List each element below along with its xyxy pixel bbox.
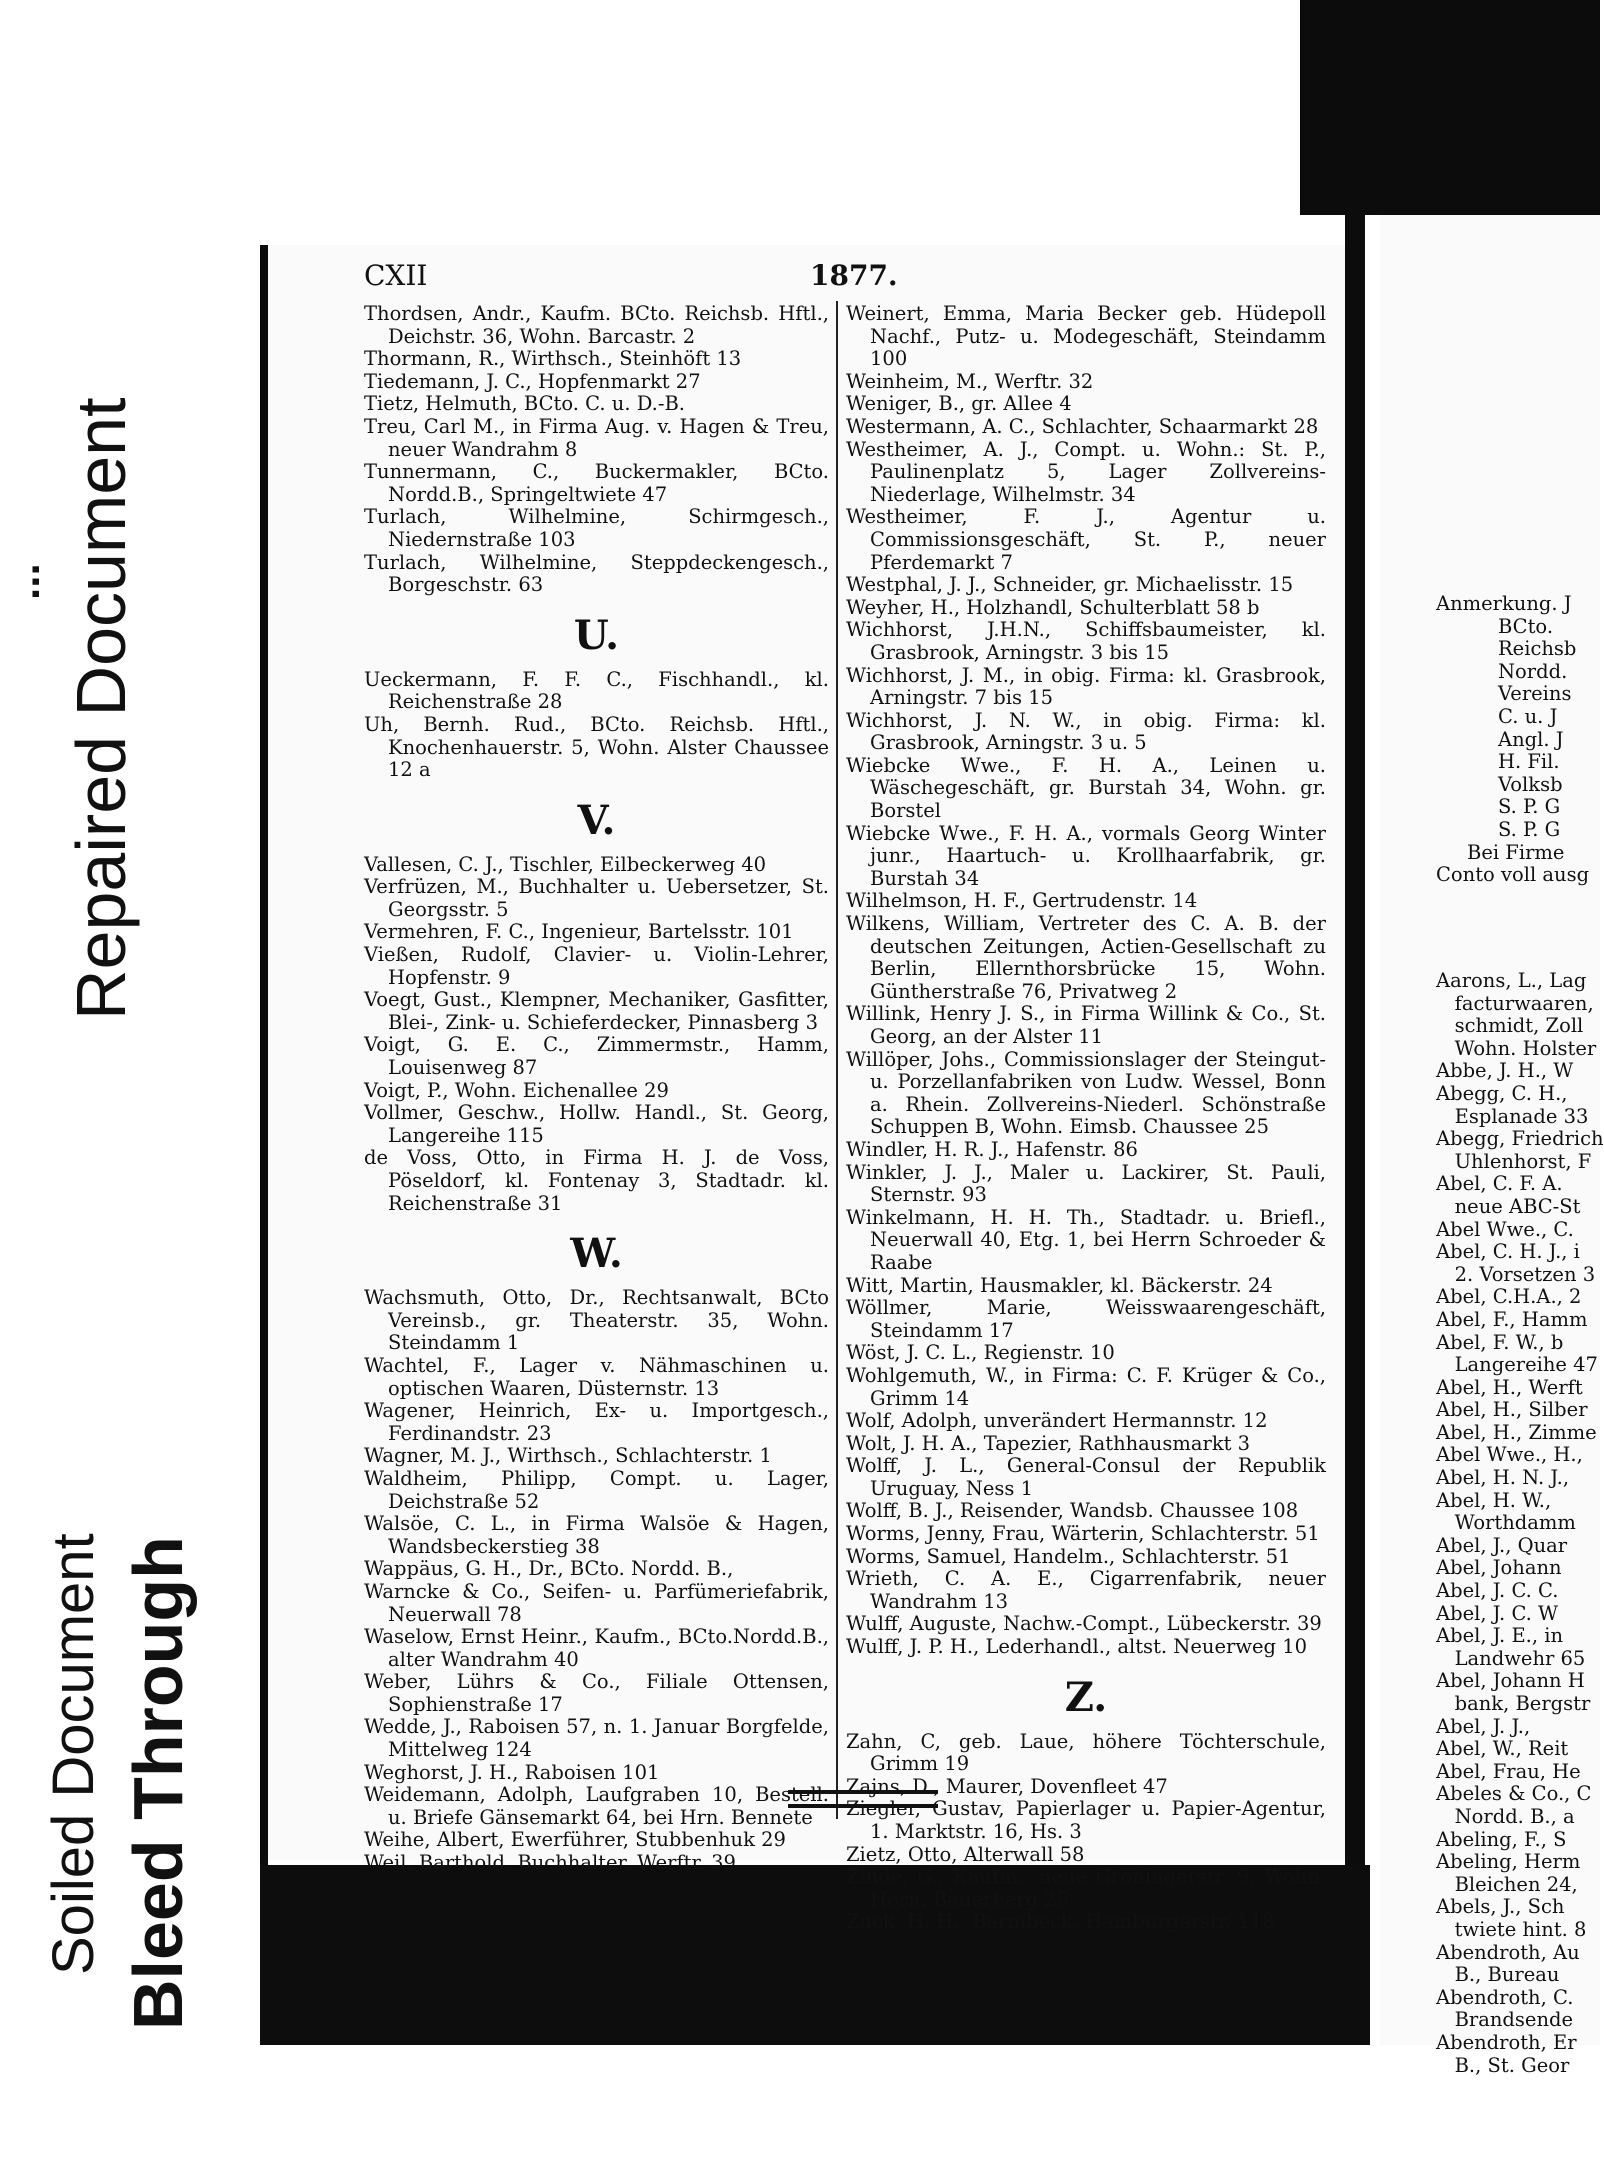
facing-page-line: Bei Firme [1436, 840, 1565, 864]
facing-page-line: Esplanade 33 [1436, 1104, 1589, 1128]
facing-page-line: Aarons, L., Lag [1436, 969, 1587, 992]
facing-page-line: H. Fil. [1436, 750, 1560, 774]
truncated-label: ... [0, 563, 49, 600]
facing-page-line: Abeling, Herm [1436, 1850, 1581, 1874]
directory-entry: Weyher, H., Holzhandl, Schulterblatt 58 b [846, 595, 1260, 619]
directory-entry: Winkler, J. J., Maler u. Lackirer, St. Pauli, Sternstr. 93 [846, 1160, 1326, 1207]
running-header [364, 259, 1325, 299]
directory-entry: Ueckermann, F. F. C., Fischhandl., kl. Reichenstraße 28 [364, 667, 829, 714]
directory-entry: Walsöe, C. L., in Firma Walsöe & Hagen, Wandsbeckerstieg 38 [364, 1512, 829, 1558]
facing-page-line: Abel, H., Silber [1436, 1398, 1588, 1422]
facing-page-line: Abegg, C. H., [1436, 1081, 1568, 1105]
directory-entry: Willink, Henry J. S., in Firma Willink & Co., St. Georg, an der Alster 11 [846, 1002, 1326, 1048]
page-folio: CXII [364, 259, 428, 292]
facing-page-line: Abendroth, Au [1436, 1940, 1580, 1964]
directory-entry: Weber, Lührs & Co., Filiale Ottensen, Sophienstraße 17 [364, 1670, 829, 1716]
facing-page-line: Reichsb [1436, 637, 1577, 661]
facing-page-line: Abel, J., Quar [1436, 1533, 1568, 1557]
directory-entry: Voigt, P., Wohn. Eichenallee 29 [364, 1078, 669, 1102]
facing-page-line: Angl. J [1436, 727, 1564, 751]
directory-entry: Voigt, G. E. C., Zimmermstr., Hamm, Louisenweg 87 [364, 1033, 829, 1080]
directory-entry: Wilhelmson, H. F., Gertrudenstr. 14 [846, 889, 1198, 913]
directory-entry: Thormann, R., Wirthsch., Steinhöft 13 [364, 347, 742, 371]
directory-entry: Wrieth, C. A. E., Cigarrenfabrik, neuer Wandrahm 13 [846, 1567, 1326, 1613]
directory-entry: Zuck, H. H., Barmbeck, Hamburgerstr. 118 [846, 1910, 1275, 1934]
directory-entry: Weil, Barthold, Buchhalter, Werftr. 39 [364, 1851, 736, 1875]
facing-page-line: Bleichen 24, [1436, 1872, 1578, 1896]
directory-entry: Waldheim, Philipp, Compt. u. Lager, Deichstraße 52 [364, 1466, 829, 1513]
directory-entry: Zajns, D., Maurer, Dovenfleet 47 [846, 1774, 1168, 1798]
facing-page-line: C. u. J [1436, 704, 1558, 728]
page-year: 1877. [810, 259, 898, 292]
directory-entry: Wöst, J. C. L., Regienstr. 10 [846, 1341, 1115, 1365]
bleed-through-label: Bleed Through [119, 1536, 197, 2030]
facing-page-line: Abels, J., Sch [1436, 1895, 1565, 1919]
facing-page-line: BCto. [1436, 614, 1554, 638]
facing-page-line: Abegg, Friedrich [1436, 1127, 1604, 1151]
facing-page-line: Abel Wwe., C. [1436, 1217, 1574, 1241]
facing-page-entries [1436, 970, 1604, 2077]
facing-page-line: Abbe, J. H., W [1436, 1059, 1574, 1083]
facing-page-line: Abel, C. F. A. [1436, 1172, 1563, 1196]
section-letter: V. [577, 796, 616, 844]
directory-entry: Tiedemann, J. C., Hopfenmarkt 27 [364, 369, 701, 393]
directory-entry: Westheimer, F. J., Agentur u. Commissionsgeschäft, St. P., neuer Pferdemarkt 7 [846, 505, 1326, 574]
directory-entry: Verfrüzen, M., Buchhalter u. Uebersetzer, St. Georgsstr. 5 [364, 875, 829, 921]
facing-page-line: Abel, J. J., [1436, 1714, 1531, 1738]
directory-entry: Wilkens, William, Vertreter des C. A. B. der deutschen Zeitungen, Actien-Gesellschaft zu Berlin, Ellernthorsbrücke 15, Wohn. Güntherstraße 76, Privatweg 2 [846, 912, 1326, 1003]
directory-entry: Tunnermann, C., Buckermakler, BCto. Nordd.B., Springeltwiete 47 [364, 460, 829, 506]
directory-entry: Wohlgemuth, W., in Firma: C. F. Krüger & Co., Grimm 14 [846, 1363, 1326, 1410]
facing-page-line: Abeles & Co., C [1436, 1782, 1592, 1806]
directory-entry: Wichhorst, J. N. W., in obig. Firma: kl. Grasbrook, Arningstr. 3 u. 5 [846, 708, 1326, 755]
facing-page-line: Vereins [1436, 682, 1572, 706]
facing-page-line: Abel Wwe., H., [1436, 1443, 1583, 1467]
end-rule [788, 1790, 938, 1808]
facing-page-line: Anmerkung. J [1436, 592, 1572, 615]
directory-entry: Zahn, C, geb. Laue, höhere Töchterschule, Grimm 19 [846, 1729, 1326, 1776]
facing-page-line: Abendroth, C. [1436, 1985, 1574, 2009]
directory-entry: Wolff, J. L., General-Consul der Republik Uruguay, Ness 1 [846, 1454, 1326, 1500]
section-letter: Z. [1064, 1673, 1108, 1721]
directory-entry: Wagner, M. J., Wirthsch., Schlachterstr. 1 [364, 1444, 772, 1468]
facing-page-line: Abel, F. W., b [1436, 1330, 1564, 1354]
directory-entry: Turlach, Wilhelmine, Steppdeckengesch., Borgeschstr. 63 [364, 550, 829, 597]
directory-entry: Vollmer, Geschw., Hollw. Handl., St. Georg, Langereihe 115 [364, 1101, 829, 1147]
directory-entry: Willöper, Johs., Commissionslager der Steingut- u. Porzellanfabriken von Ludw. Wessel, Bonn a. Rhein. Zollvereins-Niederl. Schönstraße Schuppen B, Wohn. Eimsb. Chaussee 25 [846, 1047, 1326, 1139]
facing-page-note [1436, 593, 1589, 887]
facing-page-line: Abendroth, Er [1436, 2030, 1577, 2054]
facing-page-line: Uhlenhorst, F [1436, 1149, 1592, 1173]
facing-page-line: Abel, J. E., in [1436, 1624, 1564, 1648]
directory-entry: Weinheim, M., Werftr. 32 [846, 369, 1094, 393]
directory-entry: Wichhorst, J.H.N., Schiffsbaumeister, kl. Grasbrook, Arningstr. 3 bis 15 [846, 618, 1326, 664]
facing-page-line: schmidt, Zoll [1436, 1014, 1584, 1038]
directory-entry: Worms, Samuel, Handelm., Schlachterstr. 51 [846, 1544, 1291, 1568]
facing-page-line: Abel, Johann H [1436, 1669, 1585, 1693]
directory-entry: Uh, Bernh. Rud., BCto. Reichsb. Hftl., Knochenhauerstr. 5, Wohn. Alster Chaussee 12 a [364, 712, 829, 782]
directory-page [268, 245, 1345, 1934]
facing-page-fragment [1380, 215, 1604, 2077]
facing-page-line: Wohn. Holster [1436, 1036, 1597, 1060]
directory-entry: Wedde, J., Raboisen 57, n. 1. Januar Borgfelde, Mittelweg 124 [364, 1715, 829, 1762]
soiled-document-label: Soiled Document [41, 1533, 106, 1975]
directory-entry: Weidemann, Adolph, Laufgraben 10, Bestell. u. Briefe Gänsemarkt 64, bei Hrn. Bennete [364, 1783, 829, 1829]
facing-page-line: facturwaaren, [1436, 991, 1594, 1015]
facing-page-line: Abeling, F., S [1436, 1827, 1567, 1851]
directory-entry: de Voss, Otto, in Firma H. J. de Voss, Pöseldorf, kl. Fontenay 3, Stadtadr. kl. Reichenstraße 31 [364, 1146, 829, 1215]
facing-page-line: bank, Bergstr [1436, 1692, 1591, 1715]
directory-entry: Wappäus, G. H., Dr., BCto. Nordd. B., [364, 1557, 734, 1581]
directory-entry: Wolt, J. H. A., Tapezier, Rathhausmarkt 3 [846, 1431, 1251, 1455]
facing-page-line: Nordd. B., a [1436, 1804, 1575, 1828]
directory-entry: Tietz, Helmuth, BCto. C. u. D.-B. [364, 392, 685, 416]
directory-entry: Wiebcke Wwe., F. H. A., Leinen u. Wäschegeschäft, gr. Burstah 34, Wohn. gr. Borstel [846, 753, 1326, 823]
directory-entry: Wulff, J. P. H., Lederhandl., altst. Neuerweg 10 [846, 1635, 1308, 1659]
section-letter: W. [570, 1230, 623, 1278]
directory-entry: Winkelmann, H. H. Th., Stadtadr. u. Briefl., Neuerwall 40, Etg. 1, bei Herrn Schroeder & Raabe [846, 1205, 1326, 1274]
facing-page-line: Abel, J. C. C. [1436, 1579, 1559, 1603]
directory-entry: Westermann, A. C., Schlachter, Schaarmarkt 28 [846, 414, 1319, 438]
directory-entry: Wichhorst, J. M., in obig. Firma: kl. Grasbrook, Arningstr. 7 bis 15 [846, 663, 1326, 710]
directory-entry: Treu, Carl M., in Firma Aug. v. Hagen & Treu, neuer Wandrahm 8 [364, 414, 829, 461]
facing-page-line: Abel, H. W., [1436, 1488, 1552, 1512]
column-divider [836, 301, 838, 1819]
directory-entry: Zietz, Otto, Alterwall 58 [846, 1842, 1085, 1866]
directory-entry: Worms, Jenny, Frau, Wärterin, Schlachterstr. 51 [846, 1522, 1320, 1546]
facing-page-line: Abel, J. C. W [1436, 1601, 1559, 1625]
directory-entry: Vießen, Rudolf, Clavier- u. Violin-Lehrer, Hopfenstr. 9 [364, 943, 829, 989]
directory-entry: Waselow, Ernst Heinr., Kaufm., BCto.Nordd.B., alter Wandrahm 40 [364, 1625, 829, 1671]
directory-entry: Weniger, B., gr. Allee 4 [846, 392, 1072, 416]
directory-entry: Wolf, Adolph, unverändert Hermannstr. 12 [846, 1409, 1268, 1433]
facing-page-line: Langereihe 47 [1436, 1353, 1598, 1377]
facing-page-line: Abel, W., Reit [1436, 1737, 1569, 1761]
facing-page-line: Abel, C. H. J., i [1436, 1240, 1580, 1264]
directory-entry: Westphal, J. J., Schneider, gr. Michaelisstr. 15 [846, 573, 1294, 597]
facing-page-line: Conto voll ausg [1436, 863, 1590, 887]
facing-page-line: Abel, H. N. J., [1436, 1466, 1570, 1490]
right-column [846, 303, 1326, 1934]
directory-entry: Wachtel, F., Lager v. Nähmaschinen u. optischen Waaren, Düsternstr. 13 [364, 1353, 829, 1400]
directory-entry: Wöllmer, Marie, Weisswaarengeschäft, Steindamm 17 [846, 1296, 1326, 1342]
facing-page-line: Abel, Johann [1436, 1556, 1562, 1580]
section-letter: U. [573, 611, 620, 659]
facing-page-line: S. P. G [1436, 795, 1561, 819]
binding-shadow-top [1300, 0, 1600, 215]
directory-entry: Westheimer, A. J., Compt. u. Wohn.: St. P., Paulinenplatz 5, Lager Zollvereins-Niederlage, Wilhelmstr. 34 [846, 437, 1326, 506]
directory-entry: Windler, H. R. J., Hafenstr. 86 [846, 1137, 1138, 1161]
facing-page-line: B., Bureau [1436, 1963, 1560, 1987]
directory-entry: Wolff, B. J., Reisender, Wandsb. Chaussee 108 [846, 1499, 1299, 1523]
page-edge-left [260, 245, 268, 1865]
facing-page-line: B., St. Geor [1436, 2053, 1570, 2077]
facing-page-line: Abel, H., Zimme [1436, 1420, 1597, 1444]
directory-entry: Weghorst, J. H., Raboisen 101 [364, 1760, 660, 1784]
facing-page-line: Brandsende [1436, 2008, 1574, 2032]
directory-entry: Ziegler, Gustav, Papierlager u. Papier-Agentur, 1. Marktstr. 16, Hs. 3 [846, 1797, 1326, 1843]
facing-page-line: Worthdamm [1436, 1511, 1576, 1535]
facing-page-line: Abel, H., Werft [1436, 1375, 1583, 1399]
directory-entry: Voegt, Gust., Klempner, Mechaniker, Gasfitter, Blei-, Zink- u. Schieferdecker, Pinnasberg 3 [364, 988, 829, 1034]
directory-entry: Wiebcke Wwe., F. H. A., vormals Georg Winter junr., Haartuch- u. Krollhaarfabrik, gr. Burstah 34 [846, 821, 1326, 890]
directory-entry: Wachsmuth, Otto, Dr., Rechtsanwalt, BCto Vereinsb., gr. Theaterstr. 35, Wohn. Steindamm 1 [364, 1286, 829, 1355]
directory-entry: Zinde, G., Kaufm., neue Gröningerstr. 9, Wohn. Horn, Bauerberg 25 [846, 1865, 1326, 1911]
binding-gutter [1345, 215, 1365, 2045]
directory-entry: Vallesen, C. J., Tischler, Eilbeckerweg 40 [364, 852, 767, 876]
facing-page-line: Nordd. [1436, 659, 1568, 683]
directory-entry: Weihe, Albert, Ewerführer, Stubbenhuk 29 [364, 1828, 786, 1852]
facing-page-line: Volksb [1436, 772, 1563, 796]
directory-entry: Witt, Martin, Hausmakler, kl. Bäckerstr. 24 [846, 1273, 1273, 1297]
left-column [364, 303, 829, 1875]
directory-entry: Wagener, Heinrich, Ex- u. Importgesch., Ferdinandstr. 23 [364, 1399, 829, 1445]
directory-entry: Weinert, Emma, Maria Becker geb. Hüdepoll Nachf., Putz- u. Modegeschäft, Steindamm 100 [846, 302, 1326, 371]
facing-page-line: neue ABC-St [1436, 1194, 1581, 1218]
facing-page-line: Abel, F., Hamm [1436, 1307, 1588, 1331]
facing-page-line: Abel, Frau, He [1436, 1759, 1581, 1783]
directory-entry: Warncke & Co., Seifen- u. Parfümeriefabrik, Neuerwall 78 [364, 1579, 829, 1626]
facing-page-line: 2. Vorsetzen 3 [1436, 1262, 1596, 1286]
facing-page-line: Landwehr 65 [1436, 1646, 1586, 1670]
directory-entry: Wulff, Auguste, Nachw.-Compt., Lübeckerstr. 39 [846, 1612, 1322, 1636]
directory-entry: Thordsen, Andr., Kaufm. BCto. Reichsb. Hftl., Deichstr. 36, Wohn. Barcastr. 2 [364, 302, 829, 348]
facing-page-line: Abel, C.H.A., 2 [1436, 1285, 1582, 1309]
directory-entry: Vermehren, F. C., Ingenieur, Bartelsstr. 101 [364, 920, 794, 944]
facing-page-line: S. P. G [1436, 817, 1561, 841]
directory-entry: Turlach, Wilhelmine, Schirmgesch., Niedernstraße 103 [364, 505, 829, 551]
facing-page-line: twiete hint. 8 [1436, 1917, 1587, 1941]
repaired-document-label: Repaired Document [62, 397, 140, 1020]
